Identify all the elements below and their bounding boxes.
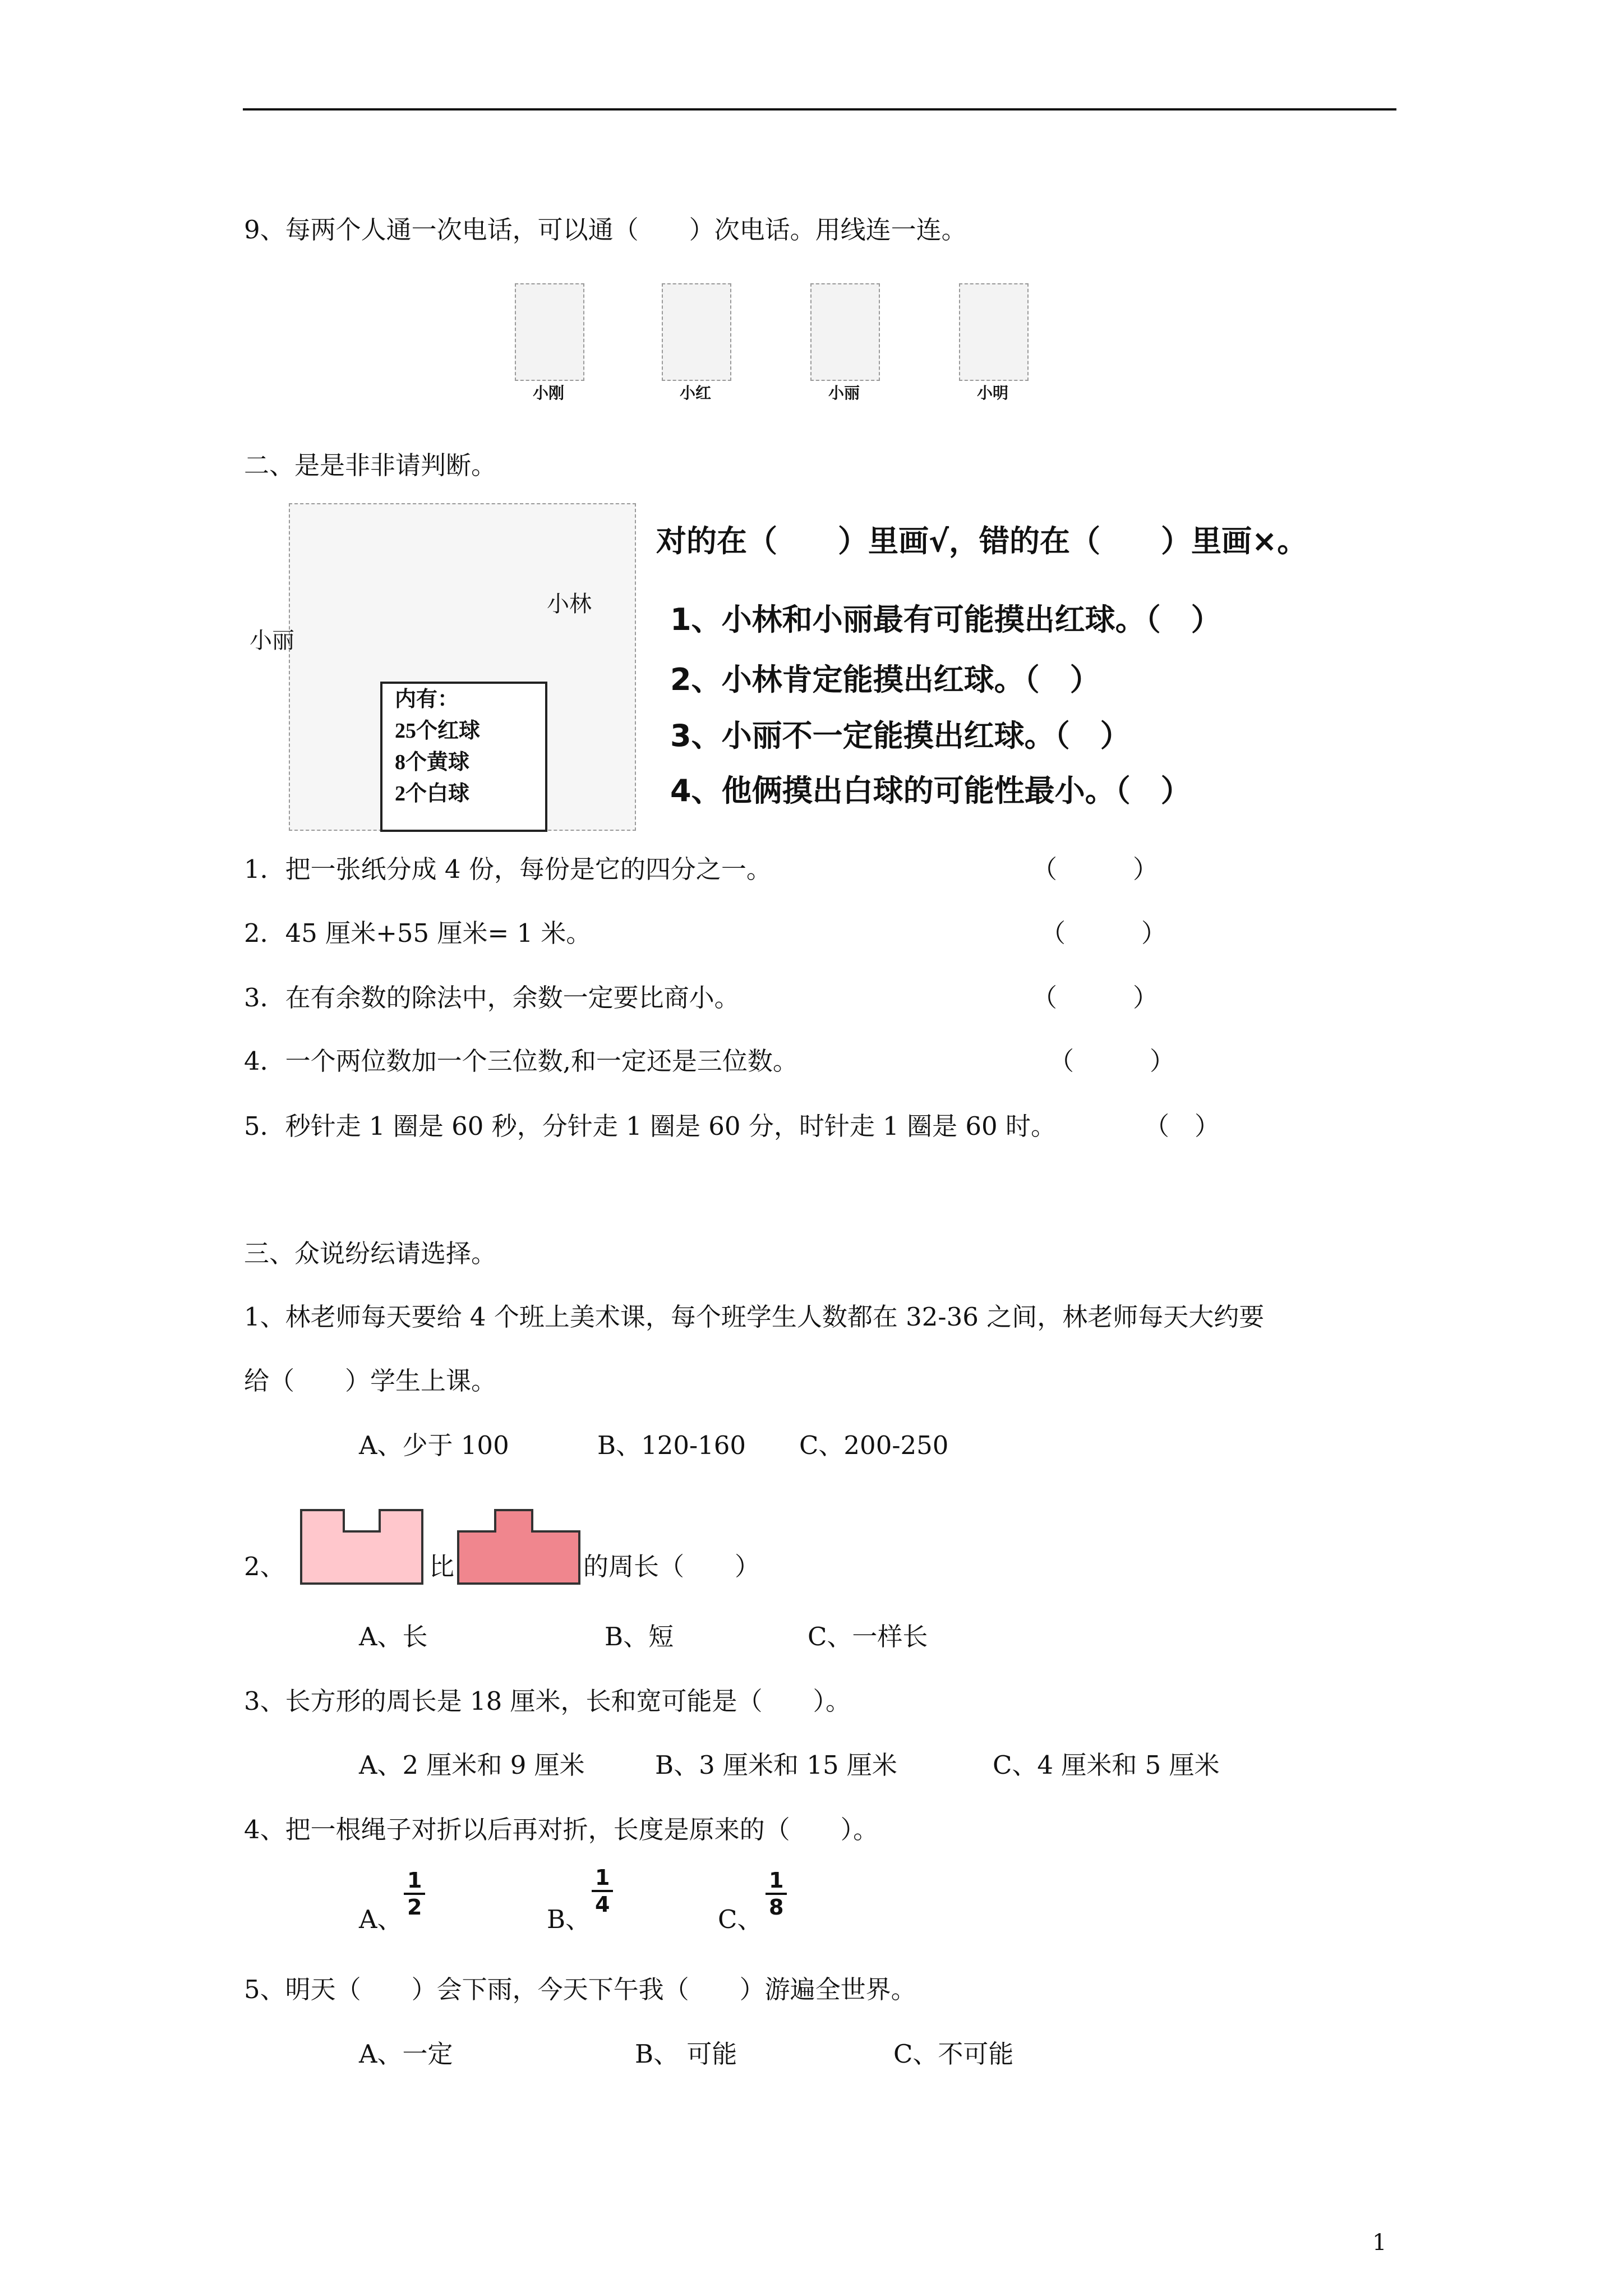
statement-5-paren: （ ） (1144, 1111, 1220, 1141)
statement-4-paren: （ ） (1049, 1046, 1175, 1076)
fraction-numerator: 1 (404, 1868, 425, 1895)
s3-q1-line1: 1、林老师每天要给 4 个班上美术课，每个班学生人数都在 32-36 之间，林老师每天大约要 (244, 1302, 1265, 1332)
page-number: 1 (1372, 2230, 1387, 2256)
fraction-numerator: 1 (592, 1865, 613, 1892)
kid-figure-4 (959, 283, 1029, 403)
boy-label: 小林 (547, 591, 592, 617)
s3-q1-option-c: C、200-250 (799, 1430, 949, 1460)
kid-figure-3 (810, 283, 880, 403)
s3-q4-option-b-label: B、 (547, 1904, 591, 1934)
s3-q3-option-b: B、3 厘米和 15 厘米 (655, 1750, 897, 1780)
fraction-one-quarter (592, 1865, 613, 1917)
notched-shape-1 (300, 1509, 423, 1585)
ball-box-note (380, 682, 547, 832)
section2-title: 二、是是非非请判断。 (244, 450, 497, 480)
statement-3: 3．在有余数的除法中，余数一定要比商小。 (244, 983, 740, 1013)
section3-title: 三、众说纷纭请选择。 (244, 1239, 497, 1268)
statement-1-paren: （ ） (1032, 854, 1159, 884)
kid-figure-2 (662, 283, 731, 403)
kid-name-3: 小丽 (828, 384, 860, 402)
s3-q2-option-b: B、短 (605, 1622, 674, 1651)
s3-q5-option-b: B、 可能 (635, 2039, 737, 2069)
s3-q3-option-c: C、4 厘米和 5 厘米 (993, 1750, 1220, 1780)
boy-phone-figure (515, 283, 584, 381)
s3-q4-text: 4、把一根绳子对折以后再对折，长度是原来的（ ）。 (244, 1815, 879, 1844)
fraction-one-half (404, 1868, 425, 1920)
s3-q2-suffix: 的周长（ ） (583, 1552, 760, 1581)
girl-phone-figure (662, 283, 731, 381)
s3-q2-prefix: 2、 (244, 1552, 285, 1581)
kid-name-2: 小红 (679, 384, 711, 402)
s3-q1-line2: 给（ ）学生上课。 (244, 1366, 497, 1396)
statement-2: 2．45 厘米+55 厘米= 1 米。 (244, 918, 592, 948)
s3-q5-text: 5、明天（ ）会下雨，今天下午我（ ）游遍全世界。 (244, 1975, 916, 2004)
judge-item-4: 4、他俩摸出白球的可能性最小。（ ） (670, 773, 1191, 808)
box-line: 25个红球 (395, 719, 481, 743)
judge-instruction: 对的在（ ）里画√，错的在（ ）里画×。 (656, 523, 1308, 559)
statement-4: 4．一个两位数加一个三位数,和一定还是三位数。 (244, 1046, 798, 1076)
s3-q4-option-c-label: C、 (718, 1904, 763, 1934)
box-line: 内有： (395, 688, 459, 711)
statement-3-paren: （ ） (1032, 983, 1159, 1013)
judge-item-2: 2、小林肯定能摸出红球。（ ） (670, 662, 1100, 697)
s3-q2-mid: 比 (429, 1552, 455, 1581)
judge-item-3: 3、小丽不一定能摸出红球。（ ） (670, 718, 1131, 753)
girl-phone-figure (810, 283, 880, 381)
fraction-one-eighth (766, 1868, 787, 1920)
judge-item-1: 1、小林和小丽最有可能摸出红球。（ ） (670, 602, 1221, 637)
notched-shape-2 (457, 1509, 580, 1585)
s3-q3-option-a: A、2 厘米和 9 厘米 (359, 1750, 585, 1780)
s3-q3-text: 3、长方形的周长是 18 厘米，长和宽可能是（ ）。 (244, 1686, 851, 1716)
girl-label: 小丽 (250, 628, 294, 654)
s3-q5-option-a: A、一定 (359, 2039, 453, 2069)
boy-phone-figure (959, 283, 1029, 381)
header-rule (243, 108, 1396, 111)
q9-text: 9、每两个人通一次电话，可以通（ ）次电话。用线连一连。 (244, 215, 967, 245)
s3-q5-option-c: C、不可能 (893, 2039, 1014, 2069)
fraction-denominator: 4 (595, 1892, 610, 1917)
statement-1: 1．把一张纸分成 4 份，每份是它的四分之一。 (244, 854, 772, 884)
kid-figure-1 (515, 283, 584, 403)
s3-q1-option-b: B、120-160 (597, 1430, 746, 1460)
statement-2-paren: （ ） (1040, 918, 1167, 948)
s3-q4-option-a-label: A、 (359, 1904, 403, 1934)
statement-5: 5．秒针走 1 圈是 60 秒，分针走 1 圈是 60 分，时针走 1 圈是 60 时。 (244, 1111, 1056, 1141)
s3-q2-option-c: C、一样长 (808, 1622, 928, 1651)
kid-name-4: 小明 (976, 384, 1008, 402)
s3-q2-option-a: A、长 (359, 1622, 428, 1651)
fraction-denominator: 2 (407, 1895, 422, 1920)
kid-name-1: 小刚 (532, 384, 564, 402)
fraction-numerator: 1 (766, 1868, 787, 1895)
fraction-denominator: 8 (769, 1895, 784, 1920)
box-line: 2个白球 (395, 782, 470, 806)
box-line: 8个黄球 (395, 751, 470, 774)
s3-q1-option-a: A、少于 100 (359, 1430, 509, 1460)
